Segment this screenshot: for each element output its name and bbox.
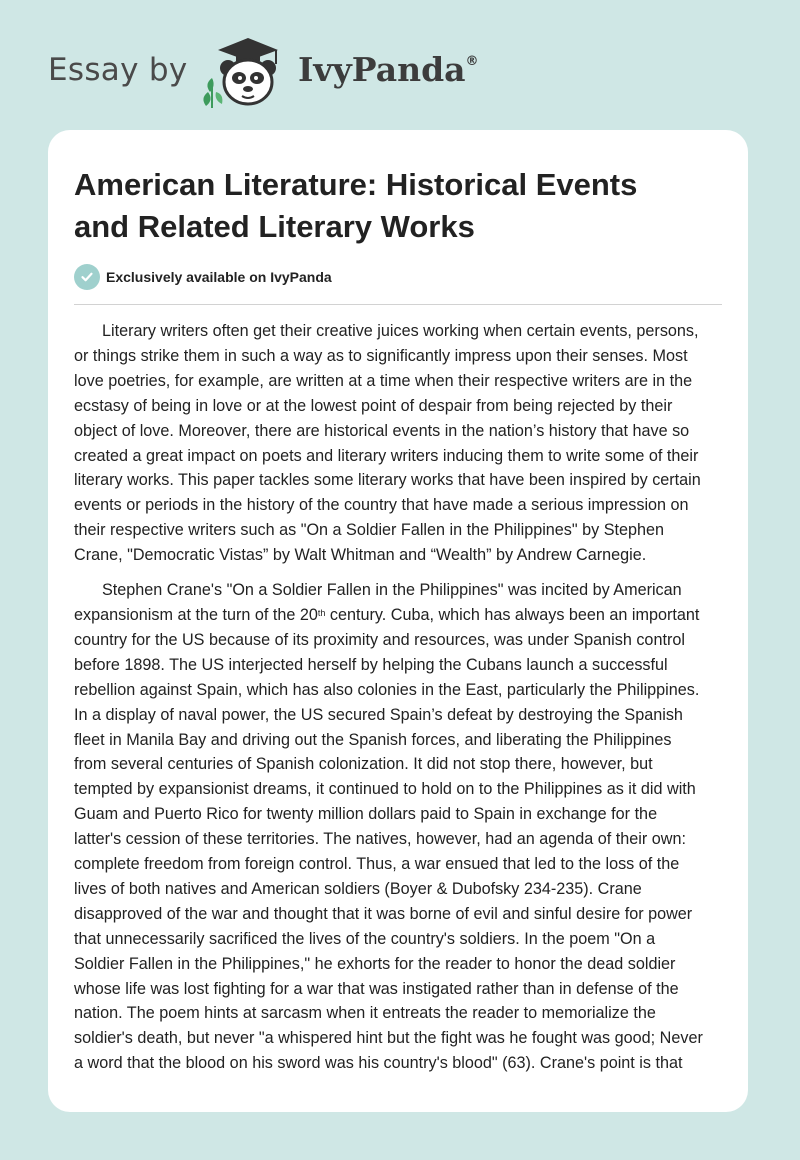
- text-line: love poetries, for example, are written at a time when their respective writers are in the: [74, 371, 693, 390]
- text-line: that unnecessarily sacrificed the lives of the country's soldiers. In the poem "On a: [74, 929, 656, 948]
- text-line: from several centuries of Spanish colonization. It did not stop there, however, but: [74, 755, 653, 774]
- divider: [74, 304, 722, 305]
- text-line: literary works. This paper tackles some literary works that have been inspired by certain: [74, 471, 701, 490]
- essay-title: [74, 164, 714, 248]
- text-line: rebellion against Spain, which has also colonies in the East, particularly the Philippines.: [74, 680, 700, 699]
- text-line: Literary writers often get their creative juices working when certain events, persons,: [102, 322, 699, 340]
- exclusive-badge-text: Exclusively available on IvyPanda: [106, 269, 332, 285]
- text-line: object of love. Moreover, there are historical events in the nation’s history that have so: [74, 421, 690, 440]
- text-line: soldier's death, but never "a whispered hint but the fight was he fought was good; Never: [74, 1029, 703, 1048]
- essay-card: [48, 130, 748, 1112]
- text-line: Crane, "Democratic Vistas” by Walt Whitman and “Wealth” by Andrew Carnegie.: [74, 546, 647, 565]
- text-line: lives of both natives and American soldiers (Boyer & Dubofsky 234-235). Crane: [74, 879, 642, 898]
- text-line: a word that the blood on his sword was his country's blood" (63). Crane's point is that: [74, 1054, 683, 1073]
- text-line: or things strike them in such a way as to significantly impress upon their senses. Most: [74, 346, 688, 365]
- text-line: complete freedom from foreign control. Thus, a war ensued that led to the loss of the: [74, 855, 680, 874]
- ordinal-suffix: th: [317, 607, 326, 618]
- text-line: tempted by expansionist dreams, it continued to hold on to the Philippines as it did with: [74, 780, 696, 799]
- title-line: and Related Literary Works: [74, 209, 475, 244]
- text-line: Guam and Puerto Rico for twenty million dollars paid to Spain in exchange for the: [74, 805, 658, 824]
- essay-body: [74, 319, 722, 1086]
- text-line: latter's cession of these territories. The natives, however, had an agenda of their own:: [74, 830, 686, 849]
- text-line: whose life was lost fighting for a war that was instigated rather than in defense of the: [74, 979, 679, 998]
- text-line: country for the US because of its proximity and resources, was under Spanish control: [74, 630, 685, 649]
- check-icon: [74, 264, 100, 290]
- text-line: disapproved of the war and thought that it was borne of evil and sinful desire for power: [74, 904, 693, 923]
- text-line: [74, 603, 722, 628]
- text-fragment: expansionism at the turn of the 20: [74, 605, 318, 624]
- text-fragment: century. Cuba, which has always been an important: [325, 605, 700, 624]
- ivypanda-logo-icon[interactable]: [198, 34, 298, 110]
- brand-name-text: IvyPanda: [298, 50, 466, 89]
- exclusive-badge: [74, 264, 332, 290]
- essay-by-label: Essay by: [48, 52, 188, 88]
- text-line: Stephen Crane's "On a Soldier Fallen in the Philippines" was incited by American: [102, 581, 682, 600]
- text-line: before 1898. The US interjected herself by helping the Cubans launch a successful: [74, 655, 668, 674]
- text-line: ecstasy of being in love or at the lowest point of despair from being rejected by their: [74, 396, 673, 415]
- text-line: events or periods in the history of the country that have made a serious impression on: [74, 496, 689, 515]
- registered-mark: ®: [465, 54, 479, 69]
- text-line: Soldier Fallen in the Philippines," he exhorts for the reader to honor the dead soldier: [74, 954, 676, 973]
- title-line: American Literature: Historical Events: [74, 167, 638, 202]
- site-header: [48, 34, 508, 114]
- text-line: created a great impact on poets and literary writers inducing them to write some of their: [74, 446, 699, 465]
- text-line: their respective writers such as "On a Soldier Fallen in the Philippines" by Stephen: [74, 521, 665, 540]
- paragraph-2: [74, 578, 722, 1076]
- text-line: nation. The poem hints at sarcasm when it entreats the reader to memorialize the: [74, 1004, 656, 1023]
- brand-name[interactable]: [298, 50, 479, 89]
- text-line: fleet in Manila Bay and driving out the Spanish forces, and liberating the Philippines: [74, 730, 672, 749]
- paragraph-1: [74, 319, 722, 568]
- text-line: In a display of naval power, the US secured Spain’s defeat by destroying the Spanish: [74, 705, 683, 724]
